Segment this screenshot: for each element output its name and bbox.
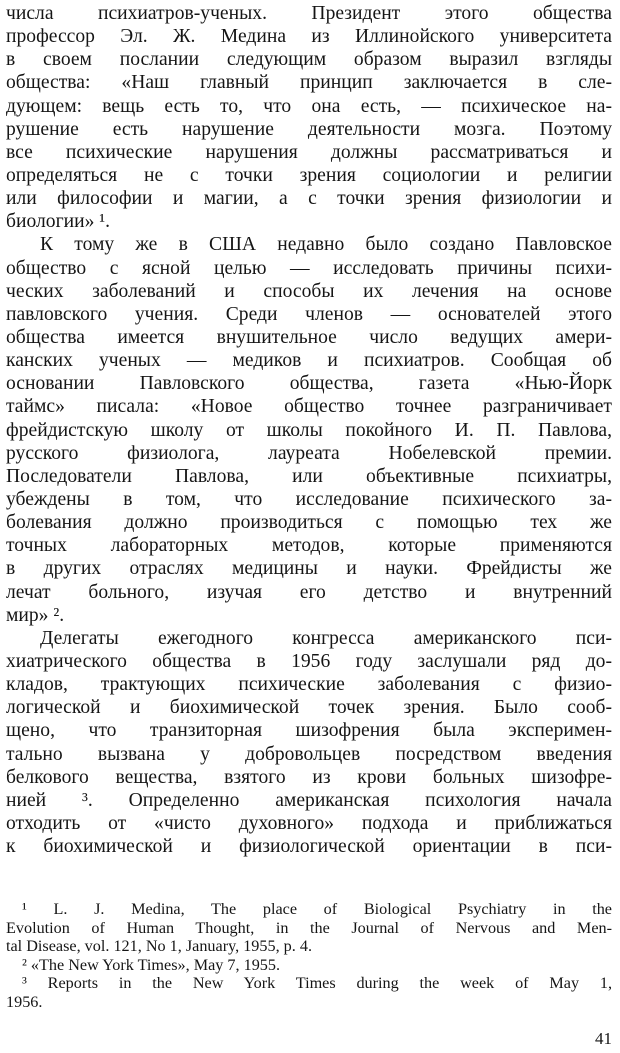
text-line: в своем послании следующим образом выразил взгляды bbox=[6, 49, 612, 71]
text-line: точных лабораторных методов, которые применяются bbox=[6, 535, 612, 557]
text-line: ческих заболеваний и способы их лечения на основе bbox=[6, 280, 612, 302]
text-line: тально вызвана у добровольцев посредством введения bbox=[6, 743, 612, 765]
text-line: отходить от «чисто духовного» подхода и приближаться bbox=[6, 812, 612, 834]
text-line: Последователи Павлова, или объективные психиатры, bbox=[6, 465, 612, 487]
text-line: русского физиолога, лауреата Нобелевской премии. bbox=[6, 442, 612, 464]
text-line: убеждены в том, что исследование психического за- bbox=[6, 488, 612, 510]
paragraph-start-line: Делегаты ежегодного конгресса американского пси- bbox=[40, 627, 612, 649]
text-line: павловского учения. Среди членов — основателей этого bbox=[6, 303, 612, 325]
text-line: таймс» писала: «Новое общество точнее разграничивает bbox=[6, 396, 612, 418]
text-line: основании Павловского общества, газета «Нью-Йорк bbox=[6, 373, 612, 395]
text-line: в других отраслях медицины и науки. Фрейдисты же bbox=[6, 558, 612, 580]
text-line: определяться не с точки зрения социологии и религии bbox=[6, 164, 612, 186]
paragraph-start-line: К тому же в США недавно было создано Павловское bbox=[40, 234, 612, 256]
text-line: логической и биохимической точек зрения. Было сооб- bbox=[6, 697, 612, 719]
text-line: хиатрического общества в 1956 году заслушали ряд до- bbox=[6, 650, 612, 672]
text-line: лечат больного, изучая его детство и внутренний bbox=[6, 581, 612, 603]
text-line: или философии и магии, а с точки зрения физиологии и bbox=[6, 188, 612, 210]
text-line: общество с ясной целью — исследовать причины психи- bbox=[6, 257, 612, 279]
text-line: числа психиатров-ученых. Президент этого общества bbox=[6, 3, 612, 24]
text-line: профессор Эл. Ж. Медина из Иллинойского университета bbox=[6, 26, 612, 48]
footnote-line: Evolution of Human Thought, in the Journal of Nervous and Men- bbox=[6, 918, 612, 937]
text-line: фрейдистскую школу от школы покойного И. П. Павлова, bbox=[6, 419, 612, 441]
text-line: рушение есть нарушение деятельности мозга. Поэтому bbox=[6, 118, 612, 140]
text-line: канских ученых — медиков и психиатров. Сообщая об bbox=[6, 350, 612, 372]
footnote-line: ³ Reports in the New York Times during the week of May 1, bbox=[22, 974, 612, 993]
main-text bbox=[6, 2, 612, 858]
text-line: щено, что транзиторная шизофрения была эксперимен- bbox=[6, 720, 612, 742]
text-line: мир» ². bbox=[6, 604, 65, 626]
text-line: общества: «Наш главный принцип заключается в сле- bbox=[6, 72, 612, 94]
text-line: общества имеется внушительное число ведущих амери- bbox=[6, 326, 612, 348]
text-line: биологии» ¹. bbox=[6, 211, 111, 233]
text-line: все психические нарушения должны рассматриваться и bbox=[6, 141, 612, 163]
footnote-line: ¹ L. J. Medina, The place of Biological Psychiatry in the bbox=[22, 900, 612, 918]
text-line: дующем: вещь есть то, что она есть, — психическое на- bbox=[6, 95, 612, 117]
text-line: белкового вещества, взятого из крови больных шизофре- bbox=[6, 766, 612, 788]
text-line: болевания должно производиться с помощью тех же bbox=[6, 512, 612, 534]
footnote-line: 1956. bbox=[6, 992, 43, 1011]
page-number: 41 bbox=[595, 1029, 612, 1048]
text-line: к биохимической и физиологической ориентации в пси- bbox=[6, 836, 612, 858]
footnote-line: tal Disease, vol. 121, No 1, January, 1955, p. 4. bbox=[6, 937, 313, 956]
text-line: кладов, трактующих психические заболевания с физио- bbox=[6, 674, 612, 696]
footnotes bbox=[6, 900, 612, 1012]
text-line: нией ³. Определенно американская психология начала bbox=[6, 789, 612, 811]
footnote-line: ² «The New York Times», May 7, 1955. bbox=[22, 955, 281, 974]
